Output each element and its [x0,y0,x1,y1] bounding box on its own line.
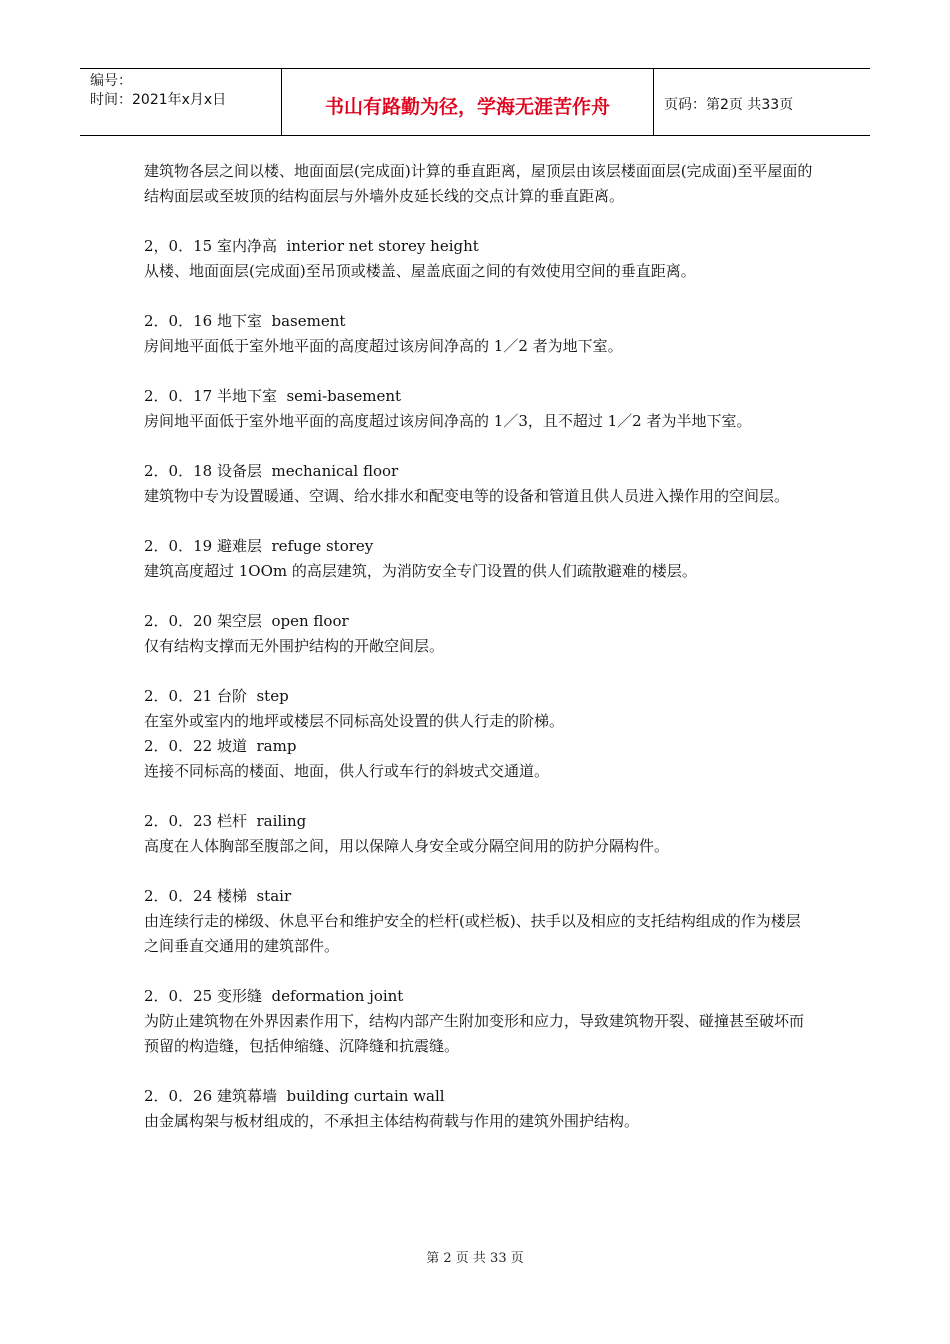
entry-text: 建筑物中专为设置暖通、空调、给水排水和配变电等的设备和管道且供人员进入操作用的空间层。 [144,487,790,505]
page-footer: 第 2 页 共 33 页 [426,1251,524,1266]
entry-text: 房间地平面低于室外地平面的高度超过该房间净高的 1／3，且不超过 1／2 者为半地下室。 [144,412,752,430]
document-body [144,159,814,1134]
intro-paragraph: 建筑物各层之间以楼、地面面层(完成面)计算的垂直距离，屋顶层由该层楼面面层(完成面)至平屋面的结构面层或至坡顶的结构面层与外墙外皮延长线的交点计算的垂直距离。 [144,162,813,205]
entry-text: 由金属构架与板材组成的，不承担主体结构荷载与作用的建筑外围护结构。 [144,1112,640,1130]
entry-title: 2．0．24 楼梯 stair [144,887,292,905]
entry-text: 在室外或室内的地坪或楼层不同标高处设置的供人行走的阶梯。 [144,712,565,730]
entry-title: 2．0．17 半地下室 semi-basement [144,387,402,405]
entry-title: 2．0．20 架空层 open floor [144,612,349,630]
header-page-info: 页码：第2页 共33页 [664,97,794,113]
entry-text: 建筑高度超过 1OOm 的高层建筑，为消防安全专门设置的供人们疏散避难的楼层。 [144,562,697,580]
entry-text: 高度在人体胸部至腹部之间，用以保障人身安全或分隔空间用的防护分隔构件。 [144,837,670,855]
entry-title: 2．0．19 避难层 refuge storey [144,537,374,555]
entry-text: 连接不同标高的楼面、地面，供人行或车行的斜坡式交通道。 [144,762,550,780]
entry-title: 2．0．18 设备层 mechanical floor [144,462,399,480]
page-header [80,68,870,136]
entry-title: 2，0．15 室内净高 interior net storey height [144,237,479,255]
entry-text: 从楼、地面面层(完成面)至吊顶或楼盖、屋盖底面之间的有效使用空间的垂直距离。 [144,262,696,280]
entry-text: 为防止建筑物在外界因素作用下，结构内部产生附加变形和应力，导致建筑物开裂、碰撞甚至破坏而预留的构造缝，包括伸缩缝、沉降缝和抗震缝。 [144,1012,805,1055]
entry-title: 2．0．26 建筑幕墙 building curtain wall [144,1087,445,1105]
entry-text: 房间地平面低于室外地平面的高度超过该房间净高的 1／2 者为地下室。 [144,337,623,355]
entry-title: 2．0．16 地下室 basement [144,312,346,330]
entry-title: 2．0．21 台阶 step [144,687,289,705]
header-meta [80,69,282,135]
entry-title: 2．0．22 坡道 ramp [144,737,297,755]
entry-title: 2．0．25 变形缝 deformation joint [144,987,404,1005]
serial-label: 编号： [90,73,132,89]
entry-text: 由连续行走的梯级、休息平台和维护安全的栏杆(或栏板)、扶手以及相应的支托结构组成的作为楼层之间垂直交通用的建筑部件。 [144,912,801,955]
entry-title: 2．0．23 栏杆 railing [144,812,307,830]
time-label: 时间：2021年x月x日 [90,92,227,108]
header-motto: 书山有路勤为径，学海无涯苦作舟 [282,69,654,135]
entry-text: 仅有结构支撑而无外围护结构的开敞空间层。 [144,637,445,655]
